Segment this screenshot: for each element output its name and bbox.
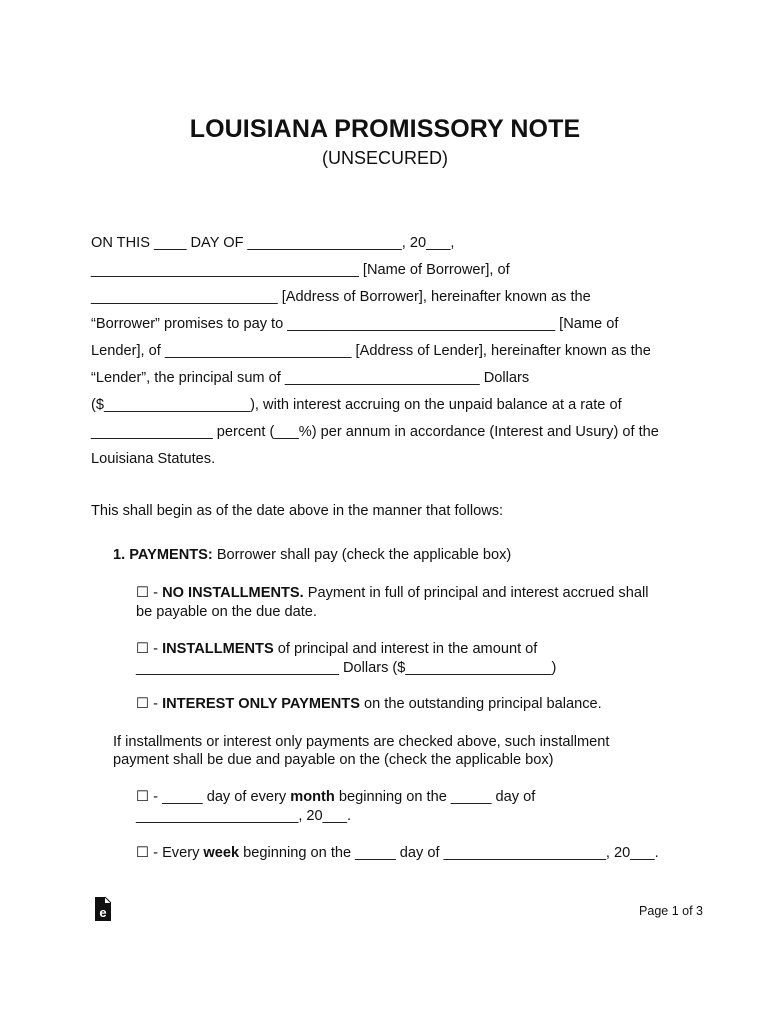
option-text: on the outstanding principal balance. [359, 696, 602, 712]
intro-line-3: _______________________ [Address of Borrower], hereinafter known as the [91, 289, 591, 305]
section-text: Borrower shall pay (check the applicable box) [212, 547, 512, 563]
checkbox-month[interactable]: ☐ [136, 789, 150, 805]
option-bold-label: week [203, 845, 240, 861]
option-text: Payment in full of principal and interest accrued shall [303, 585, 649, 601]
page-subtitle: (UNSECURED) [322, 148, 448, 168]
option-no-installments [136, 584, 648, 602]
option-prefix: - [149, 696, 163, 712]
option-week [136, 844, 659, 862]
page-number: Page 1 of 3 [639, 904, 703, 918]
intro-line-5: Lender], of _______________________ [Address of Lender], hereinafter known as the [91, 343, 651, 359]
checkbox-installments[interactable]: ☐ [136, 641, 150, 657]
page-title: LOUISIANA PROMISSORY NOTE [189, 115, 581, 143]
option-installments-line2: _________________________ Dollars ($__________________) [136, 660, 557, 676]
option-prefix: - [149, 585, 163, 601]
svg-text:e: e [99, 905, 107, 920]
option-bold-label: month [290, 789, 335, 805]
begin-text: This shall begin as of the date above in the manner that follows: [91, 503, 504, 519]
intro-line-6: “Lender”, the principal sum of ________________________ Dollars [91, 370, 530, 386]
intro-line-7: ($__________________), with interest accruing on the unpaid balance at a rate of [91, 397, 622, 413]
option-bold-label: INTEREST ONLY PAYMENTS [162, 696, 360, 712]
checkbox-interest-only[interactable]: ☐ [136, 696, 150, 712]
option-installments [136, 640, 537, 658]
section-number: 1. [113, 547, 126, 563]
installment-note-line-1: If installments or interest only payments are checked above, such installment [113, 734, 610, 750]
option-text: - _____ day of every [149, 789, 291, 805]
option-prefix: - [149, 641, 163, 657]
section-heading: PAYMENTS: [129, 547, 213, 563]
option-month [136, 788, 535, 806]
intro-line-8: _______________ percent (___%) per annum in accordance (Interest and Usury) of the [91, 424, 659, 440]
checkbox-week[interactable]: ☐ [136, 845, 150, 861]
checkbox-no-installments[interactable]: ☐ [136, 585, 150, 601]
option-text: beginning on the _____ day of ____________________, 20___. [239, 845, 659, 861]
option-text: of principal and interest in the amount of [273, 641, 538, 657]
option-month-line2: ____________________, 20___. [136, 808, 352, 824]
section-payments [113, 546, 511, 564]
intro-line-2: _________________________________ [Name of Borrower], of [91, 262, 510, 278]
intro-line-4: “Borrower” promises to pay to _________________________________ [Name of [91, 316, 619, 332]
option-interest-only [136, 695, 602, 713]
installment-note-line-2: payment shall be due and payable on the (check the applicable box) [113, 752, 554, 768]
option-text: beginning on the _____ day of [334, 789, 536, 805]
intro-line-9: Louisiana Statutes. [91, 451, 216, 467]
option-bold-label: NO INSTALLMENTS. [162, 585, 304, 601]
intro-line-1: ON THIS ____ DAY OF ___________________, 20___, [91, 235, 455, 251]
eforms-logo-icon [93, 896, 113, 922]
option-bold-label: INSTALLMENTS [162, 641, 274, 657]
option-text: - Every [149, 845, 204, 861]
option-no-installments-line2: be payable on the due date. [136, 604, 317, 620]
